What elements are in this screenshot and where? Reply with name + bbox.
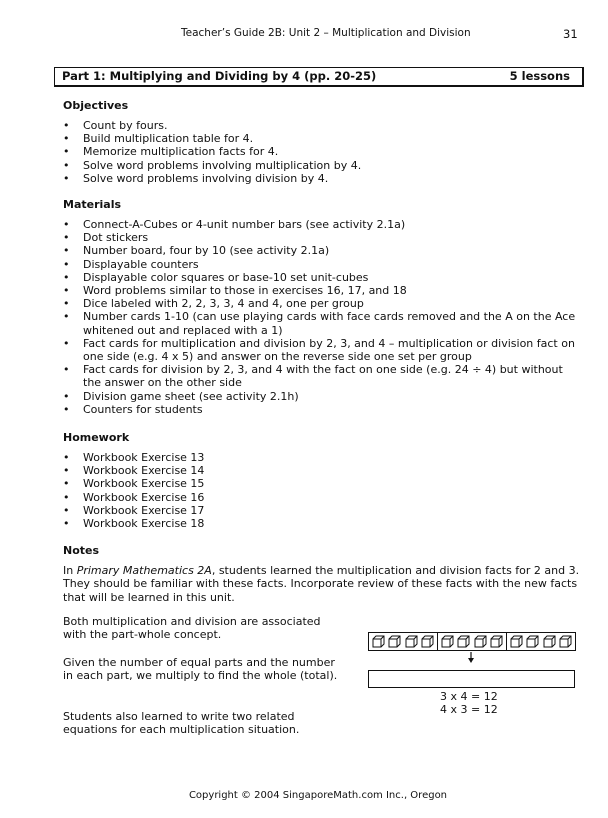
list-item: • Fact cards for division by 2, 3, and 4 with the fact on one side (e.g. 24 ÷ 4) but without the answer on the other side xyxy=(63,363,583,389)
copyright-text: Copyright © 2004 SingaporeMath.com Inc., Oregon xyxy=(188,790,448,801)
cube-group xyxy=(438,633,507,650)
cube-icon xyxy=(559,635,572,648)
list-item: • Workbook Exercise 17 xyxy=(63,504,583,517)
list-item: • Displayable counters xyxy=(63,258,583,271)
list-item: • Workbook Exercise 13 xyxy=(63,451,583,464)
cube-group xyxy=(507,633,575,650)
objectives-heading: Objectives xyxy=(63,99,129,112)
cube-icon xyxy=(388,635,401,648)
cube-icon xyxy=(474,635,487,648)
notes-intro-prefix: In xyxy=(63,564,77,577)
down-arrow-icon xyxy=(466,652,476,664)
list-item: • Dice labeled with 2, 2, 3, 3, 4 and 4, one per group xyxy=(63,297,583,310)
list-item: • Number cards 1-10 (can use playing cards with face cards removed and the A on the Ace whitened out and replaced with a 1) xyxy=(63,310,583,336)
homework-list xyxy=(63,451,583,530)
materials-list xyxy=(63,218,583,416)
whole-bar xyxy=(368,670,575,688)
cube-group xyxy=(369,633,438,650)
part-title: Part 1: Multiplying and Dividing by 4 (pp. 20-25) xyxy=(62,69,377,83)
cube-icon xyxy=(441,635,454,648)
list-item: • Build multiplication table for 4. xyxy=(63,132,583,145)
list-item: • Dot stickers xyxy=(63,231,583,244)
running-header-title: Teacher’s Guide 2B: Unit 2 – Multiplication and Division xyxy=(181,27,471,39)
cube-icon xyxy=(490,635,503,648)
cube-icon xyxy=(526,635,539,648)
equation-1: 3 x 4 = 12 xyxy=(440,690,498,703)
cube-icon xyxy=(421,635,434,648)
list-item: • Memorize multiplication facts for 4. xyxy=(63,145,583,158)
list-item: • Displayable color squares or base-10 set unit-cubes xyxy=(63,271,583,284)
cube-icon xyxy=(372,635,385,648)
notes-paragraph-1: Both multiplication and division are associated with the part-whole concept. xyxy=(63,615,321,642)
book-title: Primary Mathematics 2A xyxy=(76,564,212,577)
list-item: • Word problems similar to those in exercises 16, 17, and 18 xyxy=(63,284,583,297)
cube-icon xyxy=(510,635,523,648)
notes-paragraph-2: Given the number of equal parts and the number in each part, we multiply to find the whole (total). xyxy=(63,656,338,683)
footer xyxy=(0,790,608,801)
list-item: • Fact cards for multiplication and division by 2, 3, and 4 – multiplication or division fact on one side (e.g. 4 x 5) and answer on the reverse side one set per group xyxy=(63,337,583,363)
cube-icon xyxy=(405,635,418,648)
notes-intro-rest: , students learned the multiplication and division facts for 2 and 3. They should be familiar with these facts. Incorporate review of these facts with the new facts that will be learned in this unit. xyxy=(63,564,580,604)
list-item: • Number board, four by 10 (see activity 2.1a) xyxy=(63,244,583,257)
notes-paragraph-3: Students also learned to write two related equations for each multiplication situation. xyxy=(63,710,300,737)
materials-heading: Materials xyxy=(63,198,122,211)
list-item: • Workbook Exercise 14 xyxy=(63,464,583,477)
list-item: • Workbook Exercise 15 xyxy=(63,477,583,490)
equation-2: 4 x 3 = 12 xyxy=(440,703,498,716)
part-title-box xyxy=(54,67,584,87)
list-item: • Solve word problems involving multiplication by 4. xyxy=(63,159,583,172)
list-item: • Count by fours. xyxy=(63,119,583,132)
cube-bar xyxy=(368,632,576,651)
list-item: • Connect-A-Cubes or 4-unit number bars (see activity 2.1a) xyxy=(63,218,583,231)
lesson-count: 5 lessons xyxy=(509,69,570,83)
list-item: • Solve word problems involving division by 4. xyxy=(63,172,583,185)
page-number: 31 xyxy=(563,27,578,41)
list-item: • Workbook Exercise 18 xyxy=(63,517,583,530)
notes-intro xyxy=(63,564,583,604)
list-item: • Workbook Exercise 16 xyxy=(63,491,583,504)
cube-icon xyxy=(457,635,470,648)
cube-icon xyxy=(543,635,556,648)
list-item: • Counters for students xyxy=(63,403,583,416)
list-item: • Division game sheet (see activity 2.1h) xyxy=(63,390,583,403)
objectives-list xyxy=(63,119,583,185)
notes-heading: Notes xyxy=(63,544,100,557)
homework-heading: Homework xyxy=(63,431,130,444)
